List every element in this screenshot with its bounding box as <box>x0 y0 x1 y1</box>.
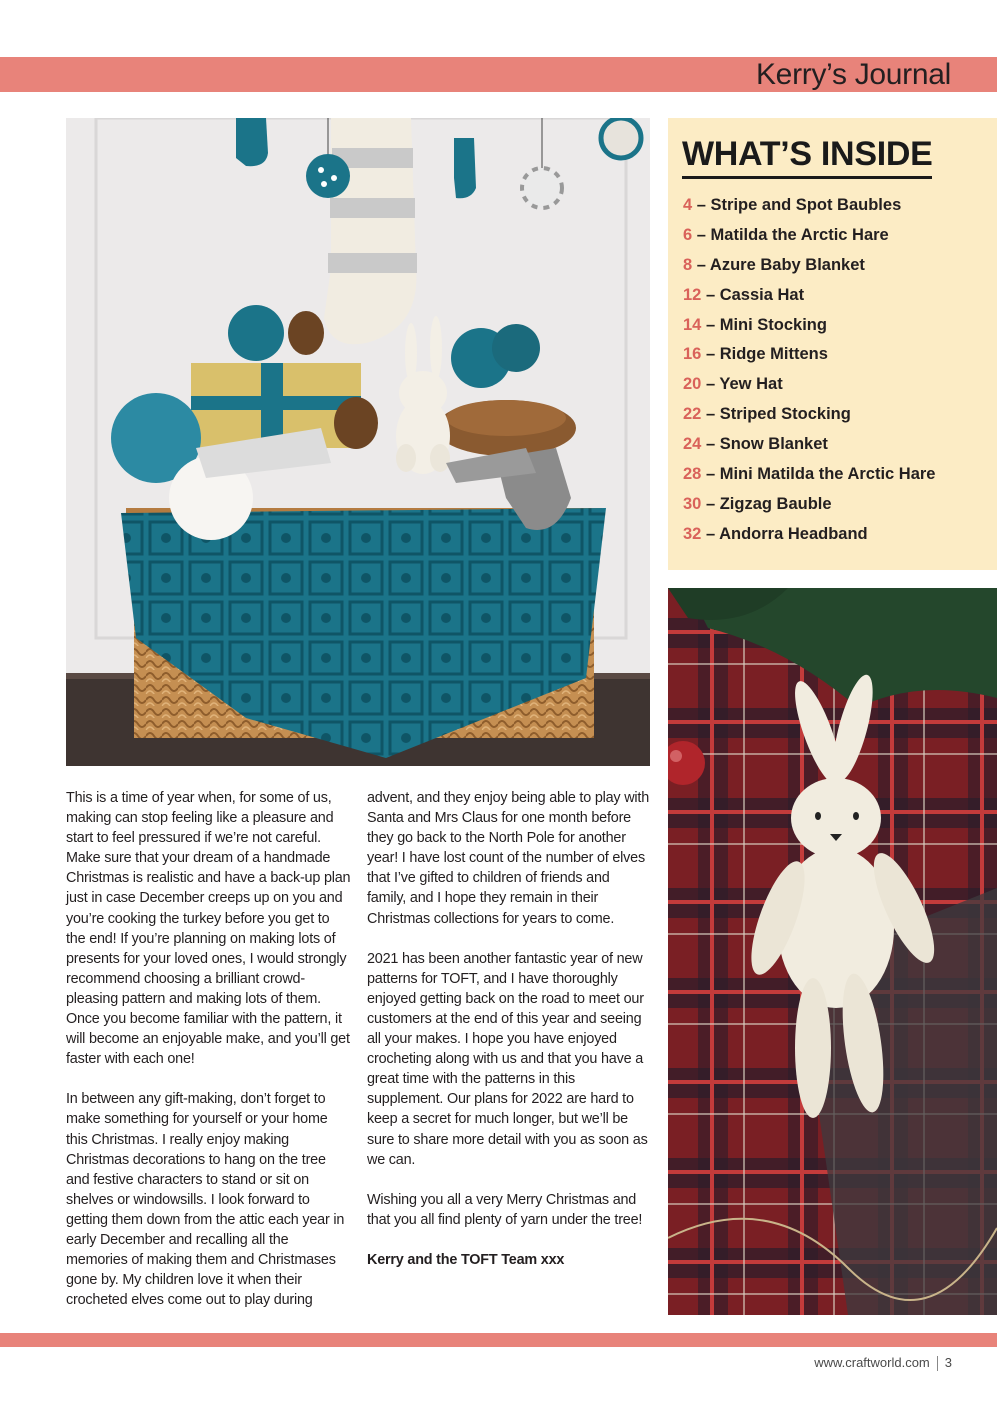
contents-separator: – <box>701 345 720 364</box>
contents-item-title: Stripe and Spot Baubles <box>710 196 902 214</box>
paragraph: In between any gift-making, don’t forget to make something for yourself or your home this Christmas. I really enjoy making Christmas decorations to hang on the tree and festive characters to stand or sit on shelves or windowsills. I look forward to getting them down from the attic each year in early December and recalling all the memories of making them and Christmases gone by. My children love it when their crocheted elves come out to play during <box>66 1091 345 1309</box>
contents-page-number: 16 <box>683 345 702 364</box>
contents-separator: – <box>701 315 720 334</box>
contents-list <box>683 191 935 550</box>
contents-separator: – <box>701 524 720 543</box>
contents-item[interactable] <box>683 460 935 490</box>
paragraph: Wishing you all a very Merry Christmas and that you all find plenty of yarn under the tree! <box>367 1191 643 1228</box>
contents-page-number: 32 <box>683 524 702 543</box>
contents-item[interactable] <box>683 251 935 281</box>
signoff: Kerry and the TOFT Team xxx <box>367 1251 565 1268</box>
body-column-2 <box>367 788 652 1290</box>
contents-item[interactable] <box>683 400 935 430</box>
contents-item[interactable] <box>683 281 935 311</box>
contents-page-number: 4 <box>683 196 693 214</box>
contents-separator: – <box>701 494 720 513</box>
contents-title: WHAT’S INSIDE <box>682 132 932 179</box>
body-column-1 <box>66 788 351 1330</box>
contents-page-number: 20 <box>683 375 702 394</box>
contents-separator: – <box>692 255 710 274</box>
paragraph: 2021 has been another fantastic year of new patterns for TOFT, and I have thoroughly enjoyed getting back on the road to meet our customers at the end of this year and seeing all your makes. I hope you have enjoyed crocheting along with us and that you have a great time with the patterns in this supplement. Our plans for 2022 are hard to keep a secret for much longer, but we’ll be sure to share more detail with you as soon as we can. <box>367 950 648 1168</box>
contents-item-title: Matilda the Arctic Hare <box>710 225 889 244</box>
paragraph: advent, and they enjoy being able to play with Santa and Mrs Claus for one month before they go back to the North Pole for another year! I have lost count of the number of elves that I’ve gifted to children of friends and family, and I hope they remain in their Christmas collections for years to come. <box>367 790 650 927</box>
contents-page-number: 14 <box>683 315 702 334</box>
contents-page-number: 6 <box>683 225 693 244</box>
contents-item[interactable] <box>683 311 935 341</box>
contents-panel <box>668 118 997 570</box>
contents-item-title: Striped Stocking <box>719 405 851 424</box>
contents-separator: – <box>692 196 711 214</box>
contents-item-title: Yew Hat <box>719 375 783 394</box>
page-number: 3 <box>944 1355 952 1370</box>
contents-item-title: Azure Baby Blanket <box>709 255 865 274</box>
contents-separator: – <box>701 435 720 454</box>
paragraph: This is a time of year when, for some of us, making can stop feeling like a pleasure and start to feel pressured if we’re not careful. Make sure that your dream of a handmade Christmas is realistic and have a back-up plan just in case December creeps up on you and you’re cooking the turkey before you get to the end! If you’re planning on making lots of presents for your loved ones, I would strongly recommend choosing a brilliant crowd-pleasing pattern and making lots of them. Once you become familiar with the pattern, it will become an enjoyable make, and you’ll get faster with each one! <box>66 790 351 1068</box>
contents-item-title: Snow Blanket <box>719 435 828 454</box>
contents-separator: – <box>701 405 720 424</box>
footer-divider <box>937 1356 938 1371</box>
contents-page-number: 30 <box>683 494 702 513</box>
contents-item[interactable] <box>683 520 935 550</box>
contents-item[interactable] <box>683 490 935 520</box>
footer-url[interactable]: www.craftworld.com <box>814 1355 930 1370</box>
contents-item[interactable] <box>683 340 935 370</box>
contents-item-title: Cassia Hat <box>719 285 805 304</box>
contents-item[interactable] <box>683 370 935 400</box>
contents-item-title: Zigzag Bauble <box>719 494 832 513</box>
contents-item-title: Mini Matilda the Arctic Hare <box>719 465 936 484</box>
contents-page-number: 22 <box>683 405 702 424</box>
contents-item-title: Mini Stocking <box>719 315 827 334</box>
contents-separator: – <box>701 285 720 304</box>
main-photo <box>66 118 650 766</box>
page-title: Kerry’s Journal <box>755 58 951 91</box>
contents-page-number: 8 <box>683 255 693 274</box>
side-photo <box>668 588 997 1315</box>
footer-band <box>0 1333 997 1347</box>
contents-item[interactable] <box>683 430 935 460</box>
contents-separator: – <box>692 225 711 244</box>
contents-page-number: 24 <box>683 435 702 454</box>
footer <box>814 1353 952 1373</box>
contents-item-title: Ridge Mittens <box>719 345 828 364</box>
contents-separator: – <box>701 375 720 394</box>
contents-page-number: 28 <box>683 465 702 484</box>
contents-item[interactable] <box>683 191 935 221</box>
contents-page-number: 12 <box>683 285 702 304</box>
contents-separator: – <box>701 465 720 484</box>
contents-item[interactable] <box>683 221 935 251</box>
contents-item-title: Andorra Headband <box>719 524 868 543</box>
